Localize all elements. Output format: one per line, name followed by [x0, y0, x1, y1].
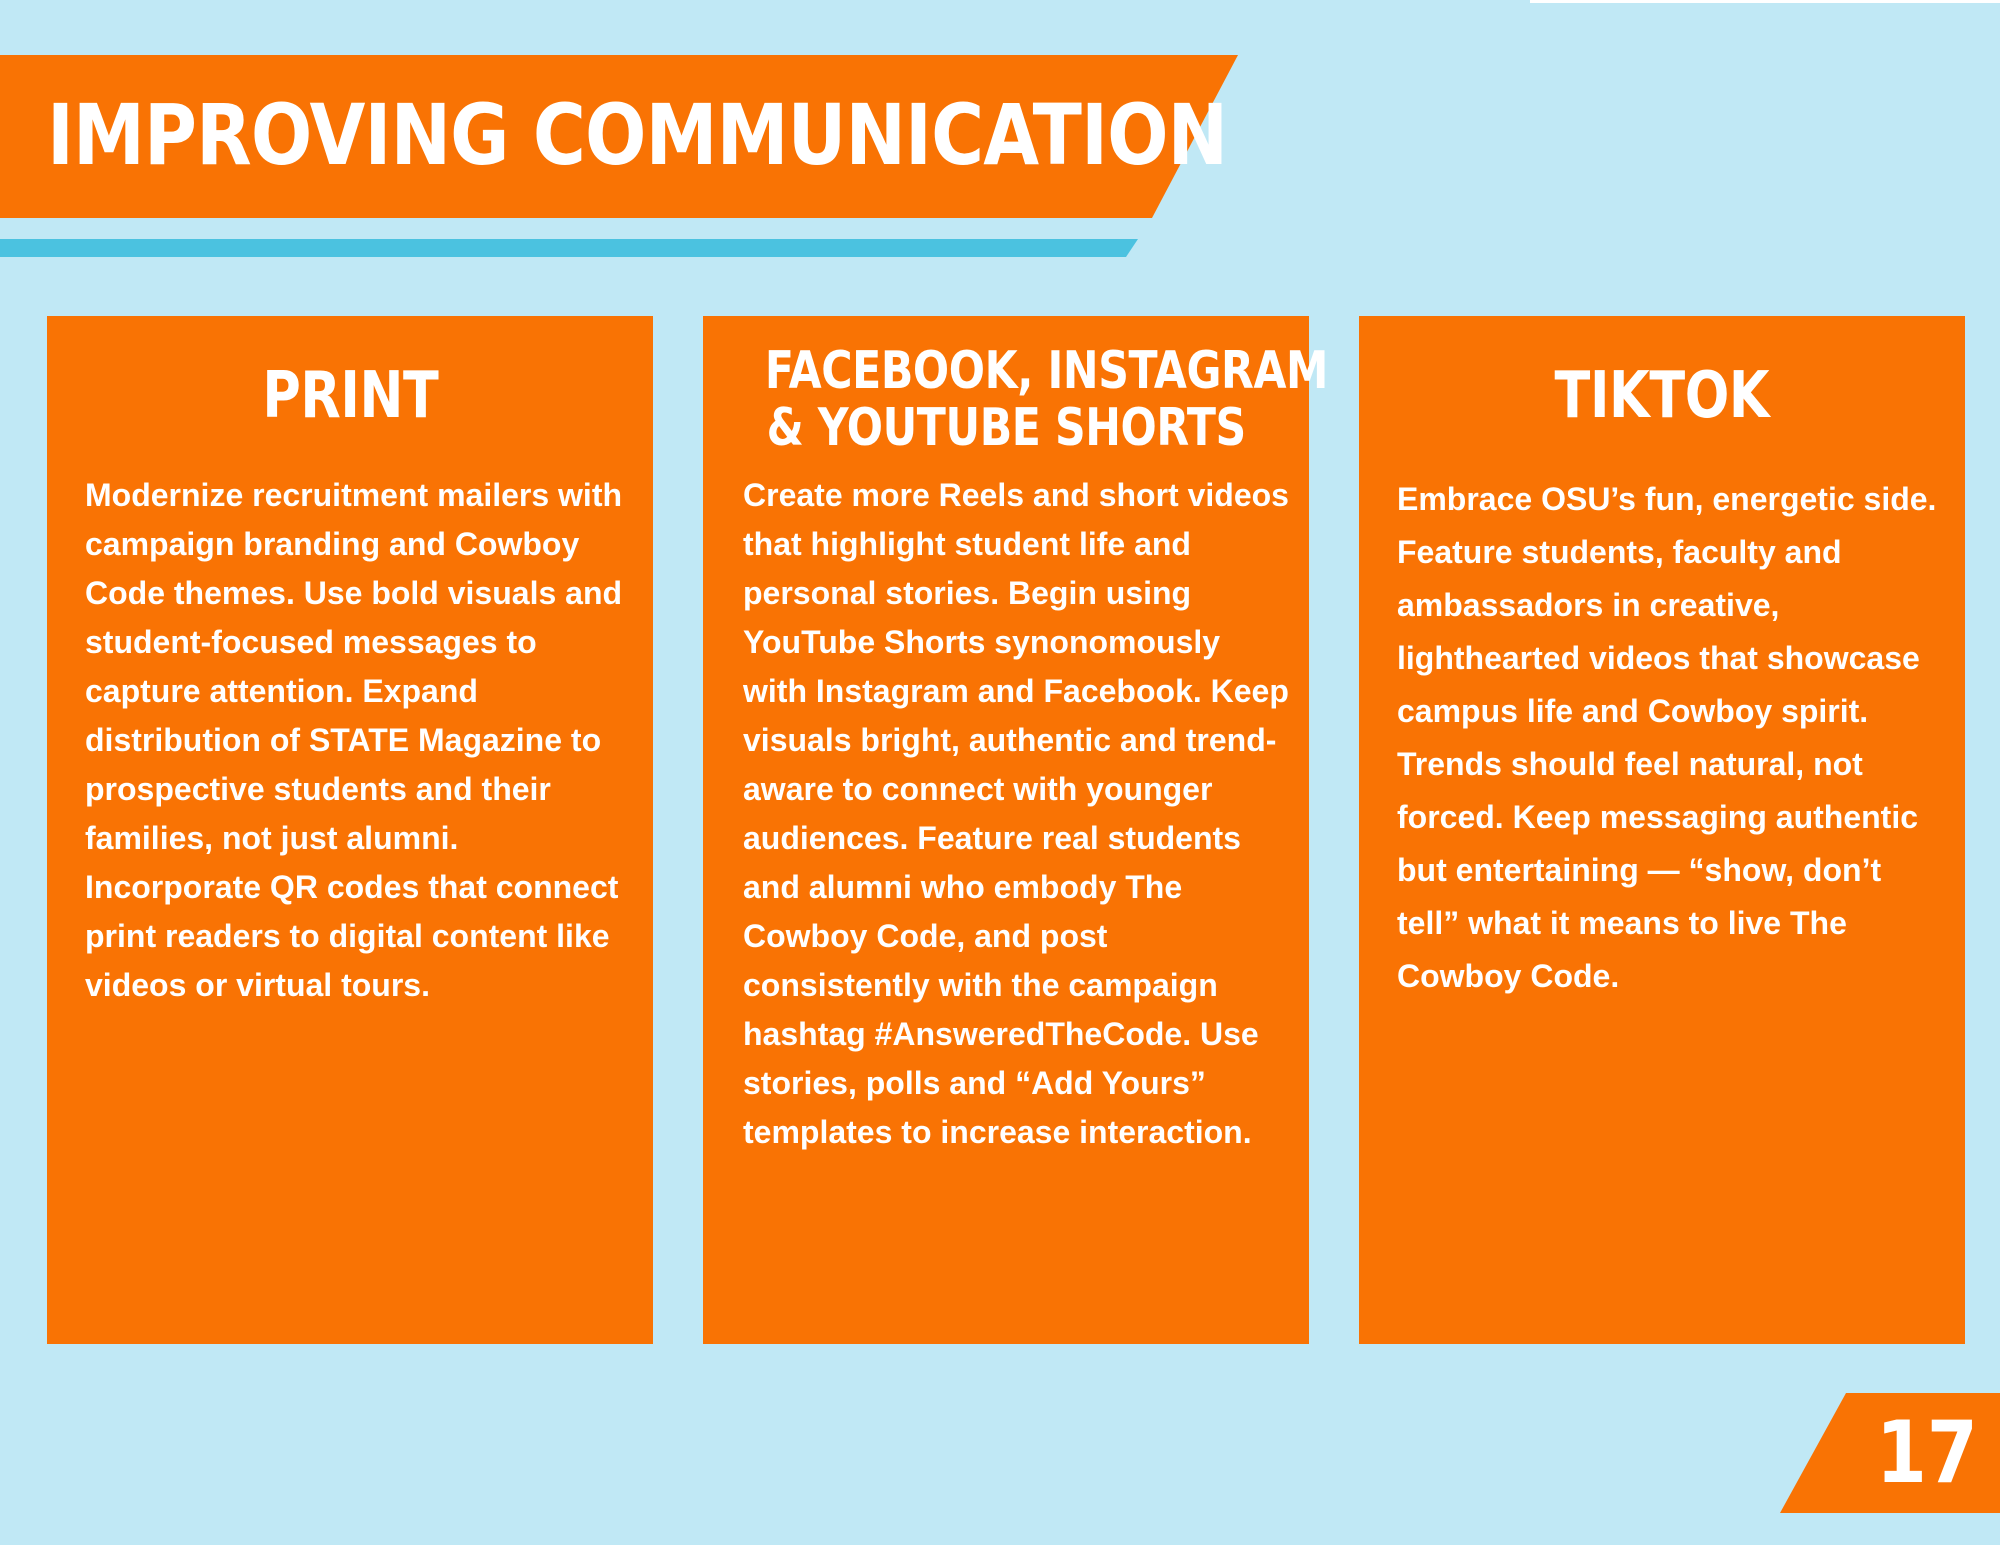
- card-social-heading-line-2: & YOUTUBE SHORTS: [766, 398, 1246, 458]
- card-print-heading: [47, 356, 653, 436]
- card-tiktok-heading-line: TIKTOK: [1554, 359, 1770, 433]
- card-tiktok: [1359, 316, 1965, 1344]
- page-number: 17: [1876, 1403, 1978, 1503]
- page-title: IMPROVING COMMUNICATION: [47, 86, 1228, 184]
- top-divider-line: [1530, 0, 2000, 3]
- title-accent-stripe: [0, 239, 1138, 257]
- card-tiktok-heading: [1359, 356, 1965, 436]
- card-social-heading: [703, 341, 1329, 458]
- card-tiktok-body: Embrace OSU’s fun, energetic side. Feature students, faculty and ambassadors in creative, lighthearted videos that showcase campus life and Cowboy spirit. Trends should feel natural, not forced. Keep messaging authentic but entertaining — “show, don’t tell” what it means to live The Cowboy Code.: [1397, 481, 1937, 994]
- card-social: [703, 316, 1329, 1344]
- card-social-body: Create more Reels and short videos that highlight student life and personal stories. Begin using YouTube Shorts synonomously with Instagram and Facebook. Keep visuals bright, authentic and trend-aware to connect with younger audiences. Feature real students and alumni who embody The Cowboy Code, and post consistently with the campaign hashtag #AnsweredTheCode. Use stories, polls and “Add Yours” templates to increase interaction.: [743, 477, 1289, 1150]
- card-print-heading-line: PRINT: [261, 359, 439, 433]
- card-social-heading-line-1: FACEBOOK, INSTAGRAM: [764, 341, 1329, 401]
- card-print: [47, 316, 653, 1344]
- card-print-body: Modernize recruitment mailers with campaign branding and Cowboy Code themes. Use bold visuals and student-focused messages to capture attention. Expand distribution of STATE Magazine to prospective students and their families, not just alumni. Incorporate QR codes that connect print readers to digital content like videos or virtual tours.: [85, 477, 623, 1003]
